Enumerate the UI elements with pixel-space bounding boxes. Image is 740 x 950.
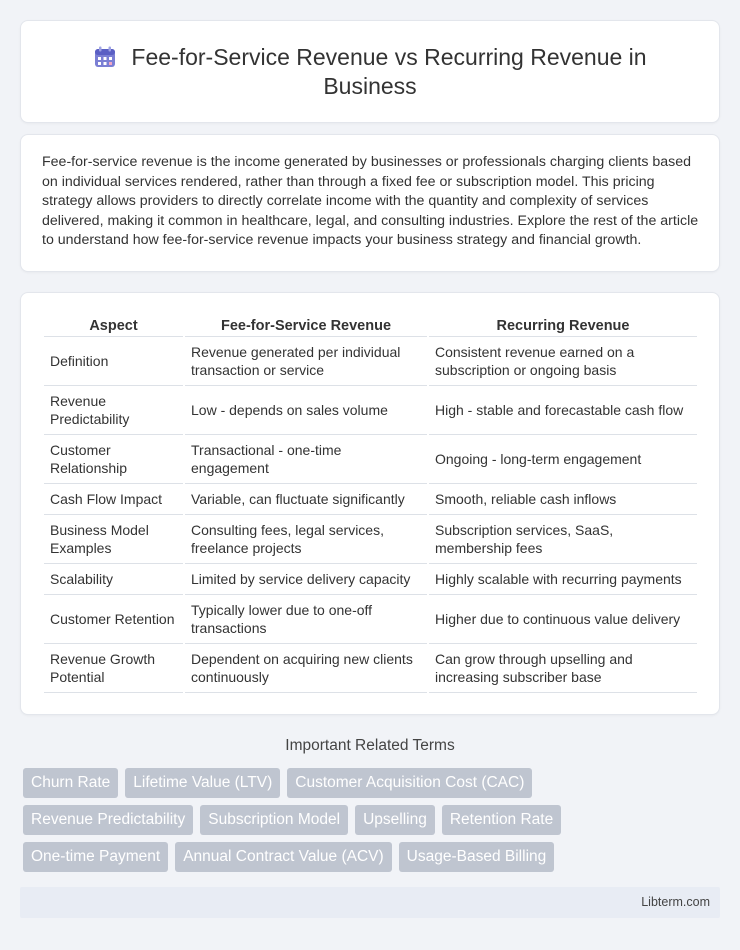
related-terms-list <box>23 768 723 879</box>
table-cell: Can grow through upselling and increasing subscriber base <box>429 644 697 693</box>
table-cell: Variable, can fluctuate significantly <box>185 484 427 515</box>
table-cell: Revenue generated per individual transaction or service <box>185 337 427 386</box>
table-cell: Typically lower due to one-off transactions <box>185 595 427 644</box>
header-card <box>20 20 720 123</box>
table-row <box>44 386 697 435</box>
tag-one-time-payment[interactable]: One-time Payment <box>23 842 168 872</box>
tag-row <box>23 842 723 872</box>
tag-revenue-predictability[interactable]: Revenue Predictability <box>23 805 193 835</box>
page-title-wrap <box>21 43 719 101</box>
tag-row <box>23 805 723 835</box>
tag-row <box>23 768 723 798</box>
table-cell: Low - depends on sales volume <box>185 386 427 435</box>
table-row <box>44 435 697 484</box>
table-cell: Transactional - one-time engagement <box>185 435 427 484</box>
table-cell: Revenue Growth Potential <box>44 644 183 693</box>
related-terms-title: Important Related Terms <box>285 737 455 754</box>
tag-customer-acquisition-cost[interactable]: Customer Acquisition Cost (CAC) <box>287 768 532 798</box>
table-cell: Highly scalable with recurring payments <box>429 564 697 595</box>
page-title: Fee-for-Service Revenue vs Recurring Revenue in Business <box>131 44 647 99</box>
table-cell: Subscription services, SaaS, membership fees <box>429 515 697 564</box>
tag-churn-rate[interactable]: Churn Rate <box>23 768 118 798</box>
table-cell: Customer Retention <box>44 595 183 644</box>
column-header: Recurring Revenue <box>429 315 697 337</box>
table-cell: Scalability <box>44 564 183 595</box>
tag-retention-rate[interactable]: Retention Rate <box>442 805 561 835</box>
table-cell: Customer Relationship <box>44 435 183 484</box>
table-cell: Higher due to continuous value delivery <box>429 595 697 644</box>
table-cell: Definition <box>44 337 183 386</box>
table-row <box>44 644 697 693</box>
table-row <box>44 337 697 386</box>
table-row <box>44 484 697 515</box>
column-header: Aspect <box>44 315 183 337</box>
tag-subscription-model[interactable]: Subscription Model <box>200 805 348 835</box>
footer-bar <box>20 887 720 918</box>
table-header-row <box>44 315 697 337</box>
tag-usage-based-billing[interactable]: Usage-Based Billing <box>399 842 555 872</box>
comparison-table <box>42 315 699 693</box>
tag-lifetime-value[interactable]: Lifetime Value (LTV) <box>125 768 280 798</box>
table-row <box>44 515 697 564</box>
tag-upselling[interactable]: Upselling <box>355 805 435 835</box>
column-header: Fee-for-Service Revenue <box>185 315 427 337</box>
table-cell: Limited by service delivery capacity <box>185 564 427 595</box>
table-cell: High - stable and forecastable cash flow <box>429 386 697 435</box>
table-cell: Ongoing - long-term engagement <box>429 435 697 484</box>
table-row <box>44 564 697 595</box>
table-cell: Revenue Predictability <box>44 386 183 435</box>
table-cell: Business Model Examples <box>44 515 183 564</box>
footer-site-link[interactable]: Libterm.com <box>641 895 710 909</box>
table-cell: Consulting fees, legal services, freelance projects <box>185 515 427 564</box>
tag-annual-contract-value[interactable]: Annual Contract Value (ACV) <box>175 842 391 872</box>
calendar-icon <box>93 45 117 69</box>
table-row <box>44 595 697 644</box>
table-cell: Smooth, reliable cash inflows <box>429 484 697 515</box>
comparison-card <box>20 292 720 715</box>
table-cell: Dependent on acquiring new clients continuously <box>185 644 427 693</box>
intro-paragraph: Fee-for-service revenue is the income generated by businesses or professionals charging clients based on individual services rendered, rather than through a fixed fee or subscription model. This pricing strategy allows providers to directly correlate income with the quantity and complexity of services delivered, making it common in healthcare, legal, and consulting industries. Explore the rest of the article to understand how fee-for-service revenue impacts your business strategy and financial growth. <box>42 154 699 249</box>
table-cell: Consistent revenue earned on a subscription or ongoing basis <box>429 337 697 386</box>
intro-card <box>20 134 720 272</box>
table-cell: Cash Flow Impact <box>44 484 183 515</box>
